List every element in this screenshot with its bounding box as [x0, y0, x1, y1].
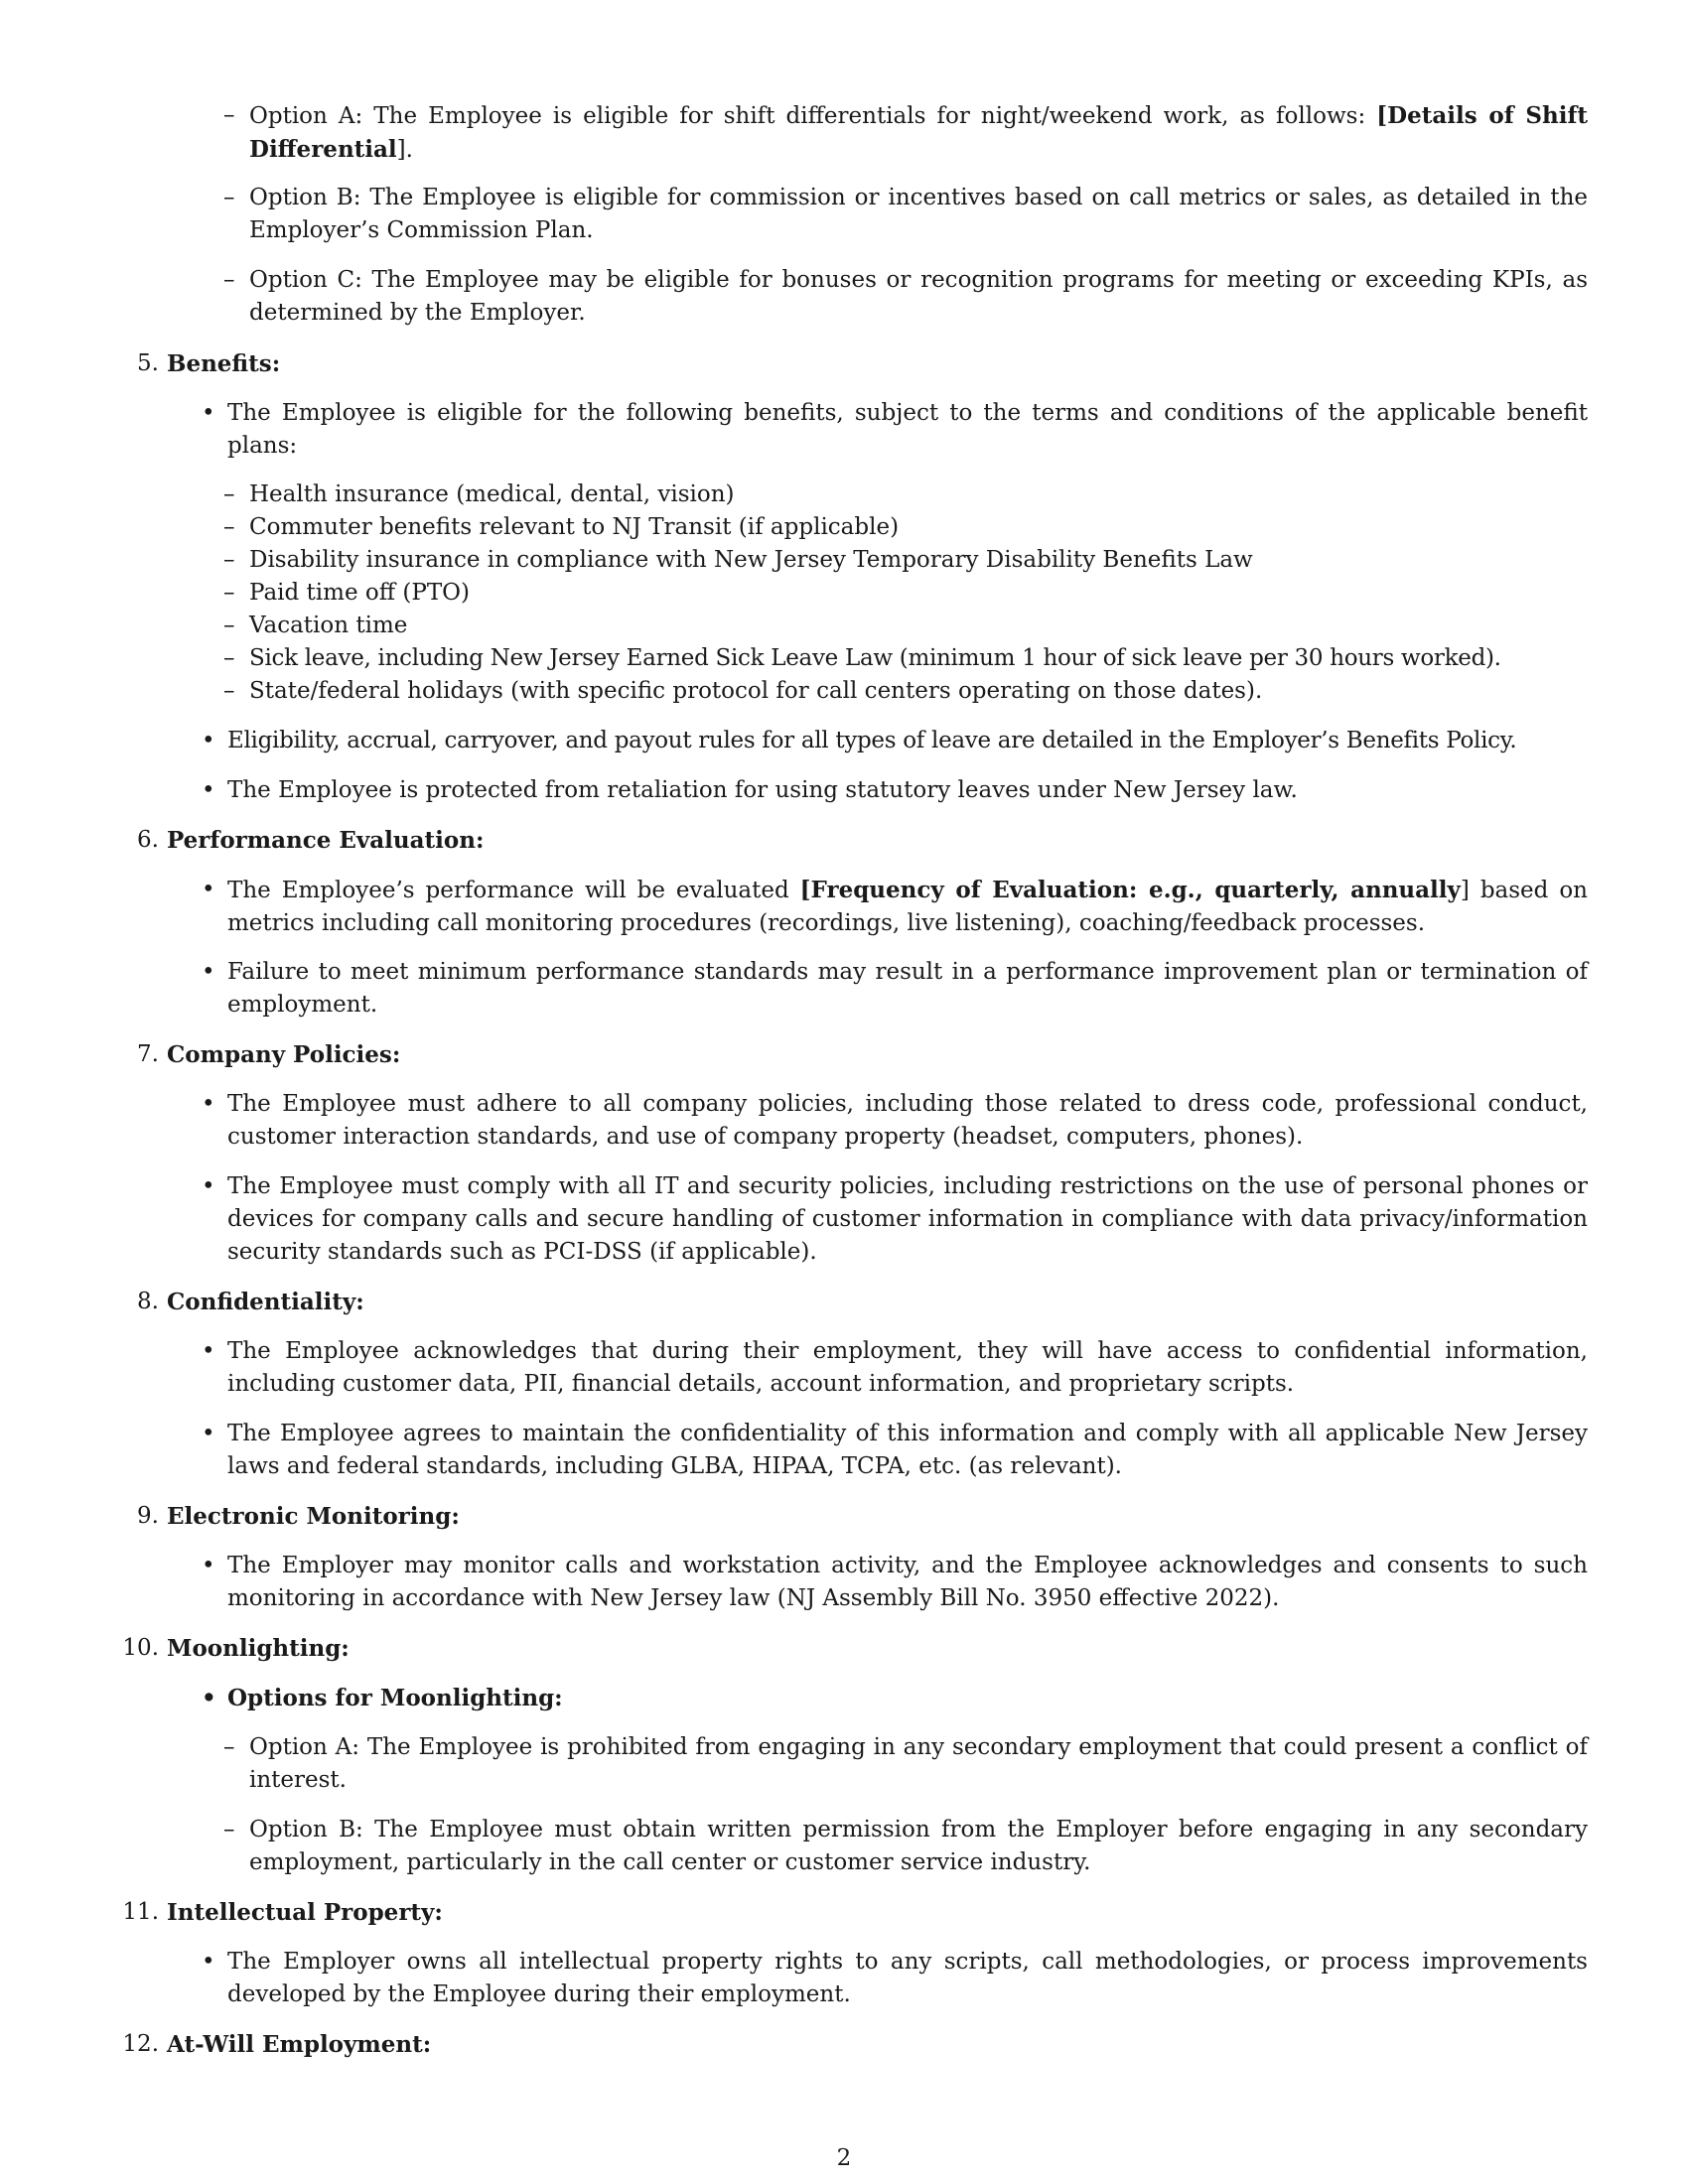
benefit-list-item: – Commuter benefits relevant to NJ Transit (if applicable) — [223, 514, 900, 540]
option-a-shift-differential: – Option A: The Employee is eligible for shift differentials for night/weekend work, as follows: [Details of Shift Differential]. — [249, 99, 1588, 167]
section-company-policies-heading: 7. Company Policies: — [137, 1041, 401, 1068]
bullet-marker: • — [202, 1553, 215, 1578]
page-number: 2 — [836, 2145, 852, 2171]
bullet-marker: • — [202, 959, 215, 985]
benefit-list-item: – Paid time off (PTO) — [223, 580, 470, 606]
ip-ownership-bullet: • The Employer owns all intellectual property rights to any scripts, call methodologies, or process improvements developed by the Employee during their employment. — [227, 1946, 1588, 2011]
benefit-list-item: – State/federal holidays (with specific protocol for call centers operating on those dates). — [223, 678, 1263, 704]
performance-failure-bullet: • Failure to meet minimum performance standards may result in a performance improvement plan or termination of employment. — [227, 956, 1588, 1022]
policies-adherence-bullet: • The Employee must adhere to all company policies, including those related to dress code, professional conduct, customer interaction standards, and use of company property (headset, computers, phones). — [227, 1088, 1588, 1154]
confidentiality-agreement-bullet: • The Employee agrees to maintain the confidentiality of this information and comply with all applicable New Jersey laws and federal standards, including GLBA, HIPAA, TCPA, etc. (as relevant). — [227, 1418, 1588, 1483]
section-confidentiality-heading: 8. Confidentiality: — [137, 1289, 364, 1315]
dash-marker: – — [223, 185, 235, 210]
bullet-marker: • — [202, 1338, 215, 1364]
benefits-eligibility-bullet: • The Employee is eligible for the following benefits, subject to the terms and conditions of the applicable benefit plans: — [227, 397, 1588, 463]
confidential-access-bullet: • The Employee acknowledges that during their employment, they will have access to confidential information, including customer data, PII, financial details, account information, and proprietary scripts. — [227, 1335, 1588, 1401]
performance-frequency-bullet: • The Employee’s performance will be evaluated [Frequency of Evaluation: e.g., quarterly, annually] based on metrics including call monitoring procedures (recordings, live listening), coaching/feedback processes. — [227, 874, 1588, 940]
bullet-marker: • — [202, 1091, 215, 1117]
section-performance-heading: 6. Performance Evaluation: — [137, 827, 485, 854]
monitoring-consent-bullet: • The Employer may monitor calls and workstation activity, and the Employee acknowledges and consents to such monitoring in accordance with New Jersey law (NJ Assembly Bill No. 3950 effective 2022). — [227, 1550, 1588, 1615]
moonlighting-option-b: – Option B: The Employee must obtain written permission from the Employer before engaging in any secondary employment, particularly in the call center or customer service industry. — [249, 1814, 1588, 1879]
option-c-bonuses: – Option C: The Employee may be eligible for bonuses or recognition programs for meeting or exceeding KPIs, as determined by the Employer. — [249, 264, 1588, 330]
leave-rules-bullet: • Eligibility, accrual, carryover, and payout rules for all types of leave are detailed in the Employer’s Benefits Policy. — [227, 725, 1588, 757]
option-b-commission: – Option B: The Employee is eligible for commission or incentives based on call metrics or sales, as detailed in the Employer’s Commission Plan. — [249, 182, 1588, 247]
benefit-list-item: – Disability insurance in compliance with New Jersey Temporary Disability Benefits Law — [223, 547, 1253, 573]
it-security-bullet: • The Employee must comply with all IT and security policies, including restrictions on the use of personal phones or devices for company calls and secure handling of customer information in compliance with data privacy/information security standards such as PCI-DSS (if applicable). — [227, 1170, 1588, 1269]
dash-marker: – — [223, 1817, 235, 1843]
placeholder-evaluation-frequency: [Frequency of Evaluation: e.g., quarterly, annually — [799, 877, 1461, 903]
benefit-list-item: – Health insurance (medical, dental, vision) — [223, 481, 735, 507]
benefit-list-item: – Sick leave, including New Jersey Earned Sick Leave Law (minimum 1 hour of sick leave per 30 hours worked). — [223, 645, 1501, 671]
dash-marker: – — [223, 102, 235, 128]
dash-marker: – — [223, 1734, 235, 1760]
moonlighting-options-bullet: • Options for Moonlighting: — [227, 1682, 1588, 1714]
bullet-marker: • — [202, 877, 215, 902]
bullet-marker: • — [202, 1173, 215, 1199]
bullet-marker: • — [202, 728, 215, 753]
bullet-marker: • — [202, 1421, 215, 1446]
benefit-list-item: – Vacation time — [223, 613, 408, 638]
bullet-marker: • — [202, 777, 215, 803]
section-benefits-heading: 5. Benefits: — [137, 350, 281, 377]
section-intellectual-property-heading: 11. Intellectual Property: — [122, 1899, 443, 1926]
retaliation-protection-bullet: • The Employee is protected from retaliation for using statutory leaves under New Jersey law. — [227, 774, 1588, 807]
section-moonlighting-heading: 10. Moonlighting: — [122, 1635, 350, 1662]
bullet-marker: • — [202, 1949, 215, 1975]
bullet-marker: • — [202, 400, 215, 426]
section-electronic-monitoring-heading: 9. Electronic Monitoring: — [137, 1503, 460, 1530]
placeholder-shift-differential: [Details of Shift Differential — [249, 102, 1589, 163]
dash-marker: – — [223, 267, 235, 293]
moonlighting-option-a: – Option A: The Employee is prohibited from engaging in any secondary employment that could present a conflict of interest. — [249, 1731, 1588, 1797]
bullet-marker: • — [202, 1685, 216, 1711]
section-at-will-heading: 12. At-Will Employment: — [122, 2031, 432, 2058]
